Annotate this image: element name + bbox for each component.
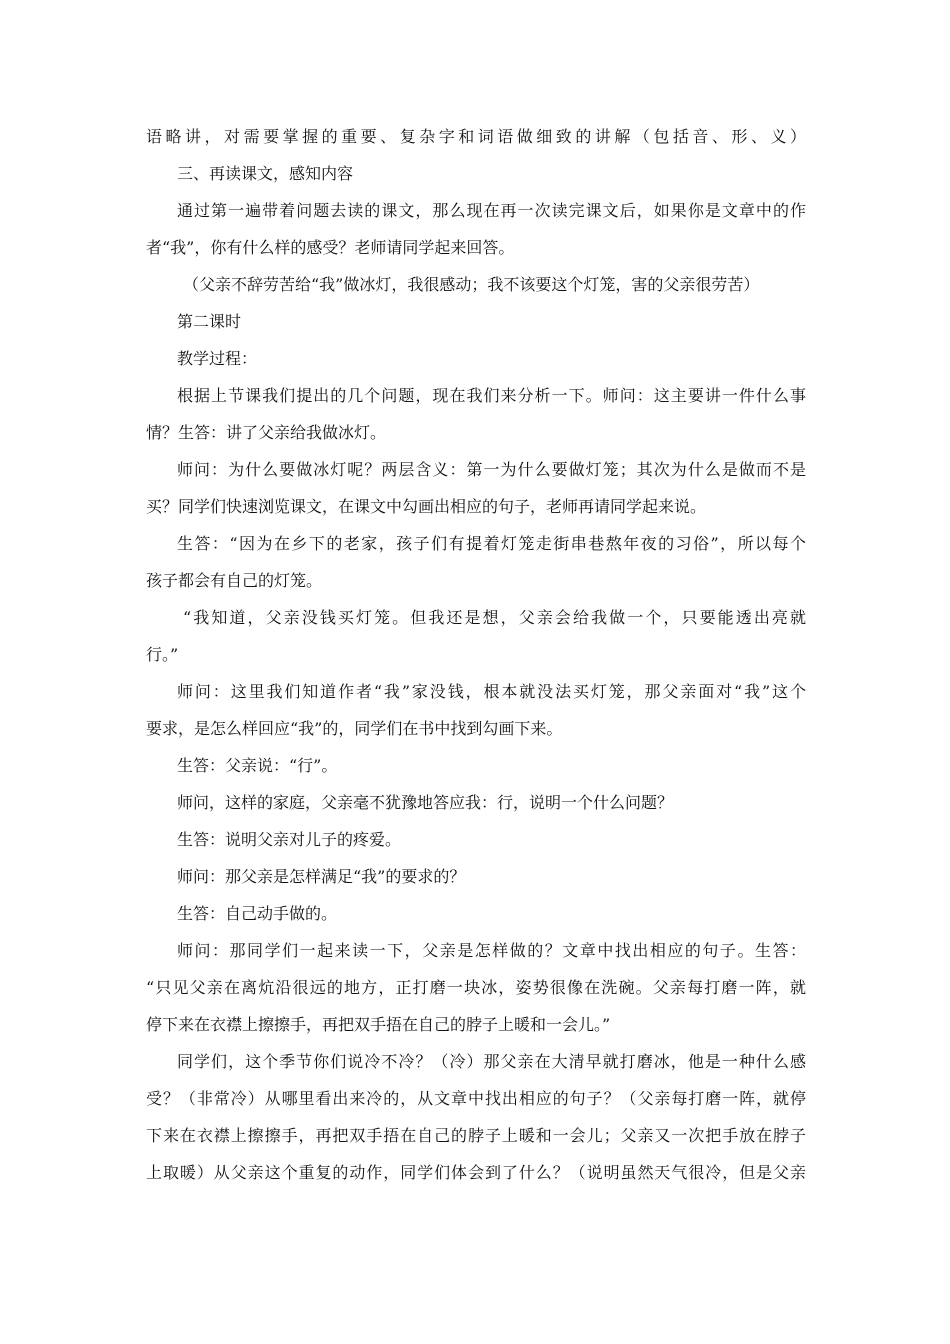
section-heading: 三、再读课文，感知内容 [177, 164, 354, 183]
text-line: 生答：“因为在乡下的老家，孩子们有提着灯笼走街串巷熬年夜的习俗”，所以每个 [177, 534, 806, 553]
text-line: 语略讲，对需要掌握的重要、复杂字和词语做细致的讲解（包括音、形、义） [146, 127, 806, 146]
text-line: 下来在衣襟上擦擦手，再把双手捂在自己的脖子上暖和一会儿；父亲又一次把手放在脖子 [146, 1126, 806, 1145]
text-line: “我知道，父亲没钱买灯笼。但我还是想，父亲会给我做一个，只要能透出亮就 [183, 608, 806, 627]
text-line: 上取暖）从父亲这个重复的动作，同学们体会到了什么？（说明虽然天气很冷，但是父亲 [146, 1163, 806, 1182]
text-line: 师问，这样的家庭，父亲毫不犹豫地答应我：行，说明一个什么问题？ [177, 793, 674, 812]
text-line: 受？（非常冷）从哪里看出来冷的，从文章中找出相应的句子？（父亲每打磨一阵，就停 [146, 1089, 806, 1108]
text-line: 师问：那同学们一起来读一下，父亲是怎样做的？文章中找出相应的句子。生答： [177, 941, 806, 960]
text-line: 师问：为什么要做冰灯呢？两层含义：第一为什么要做灯笼；其次为什么是做而不是 [177, 460, 806, 479]
text-line: 师问：那父亲是怎样满足“我”的要求的？ [177, 867, 466, 886]
text-line: 通过第一遍带着问题去读的课文，那么现在再一次读完课文后，如果你是文章中的作 [177, 201, 806, 220]
section-heading: 第二课时 [177, 312, 242, 331]
section-heading: 教学过程： [177, 349, 258, 368]
text-line: 孩子都会有自己的灯笼。 [146, 571, 323, 590]
text-line: 生答：自己动手做的。 [177, 904, 338, 923]
text-line: 生答：父亲说：“行”。 [177, 756, 338, 775]
text-line: 要求，是怎么样回应“我”的，同学们在书中找到勾画下来。 [146, 719, 563, 738]
text-line: 停下来在衣襟上擦擦手，再把双手捂在自己的脖子上暖和一会儿。” [146, 1015, 611, 1034]
text-line: 情？生答：讲了父亲给我做冰灯。 [146, 423, 387, 442]
text-line: 生答：说明父亲对儿子的疼爱。 [177, 830, 402, 849]
text-line: 根据上节课我们提出的几个问题，现在我们来分析一下。师问：这主要讲一件什么事 [177, 386, 806, 405]
text-line: 买？同学们快速浏览课文，在课文中勾画出相应的句子，老师再请同学起来说。 [146, 497, 707, 516]
text-line: 行。” [146, 645, 179, 664]
text-line: 同学们，这个季节你们说冷不冷？（冷）那父亲在大清早就打磨冰，他是一种什么感 [177, 1052, 806, 1071]
text-line: “只见父亲在离炕沿很远的地方，正打磨一块冰，姿势很像在洗碗。父亲每打磨一阵，就 [146, 978, 806, 997]
text-line: （父亲不辞劳苦给“我”做冰灯，我很感动；我不该要这个灯笼，害的父亲很劳苦） [183, 275, 760, 294]
text-line: 者“我”，你有什么样的感受？老师请同学起来回答。 [146, 238, 515, 257]
text-line: 师问：这里我们知道作者“我”家没钱，根本就没法买灯笼，那父亲面对“我”这个 [177, 682, 806, 701]
